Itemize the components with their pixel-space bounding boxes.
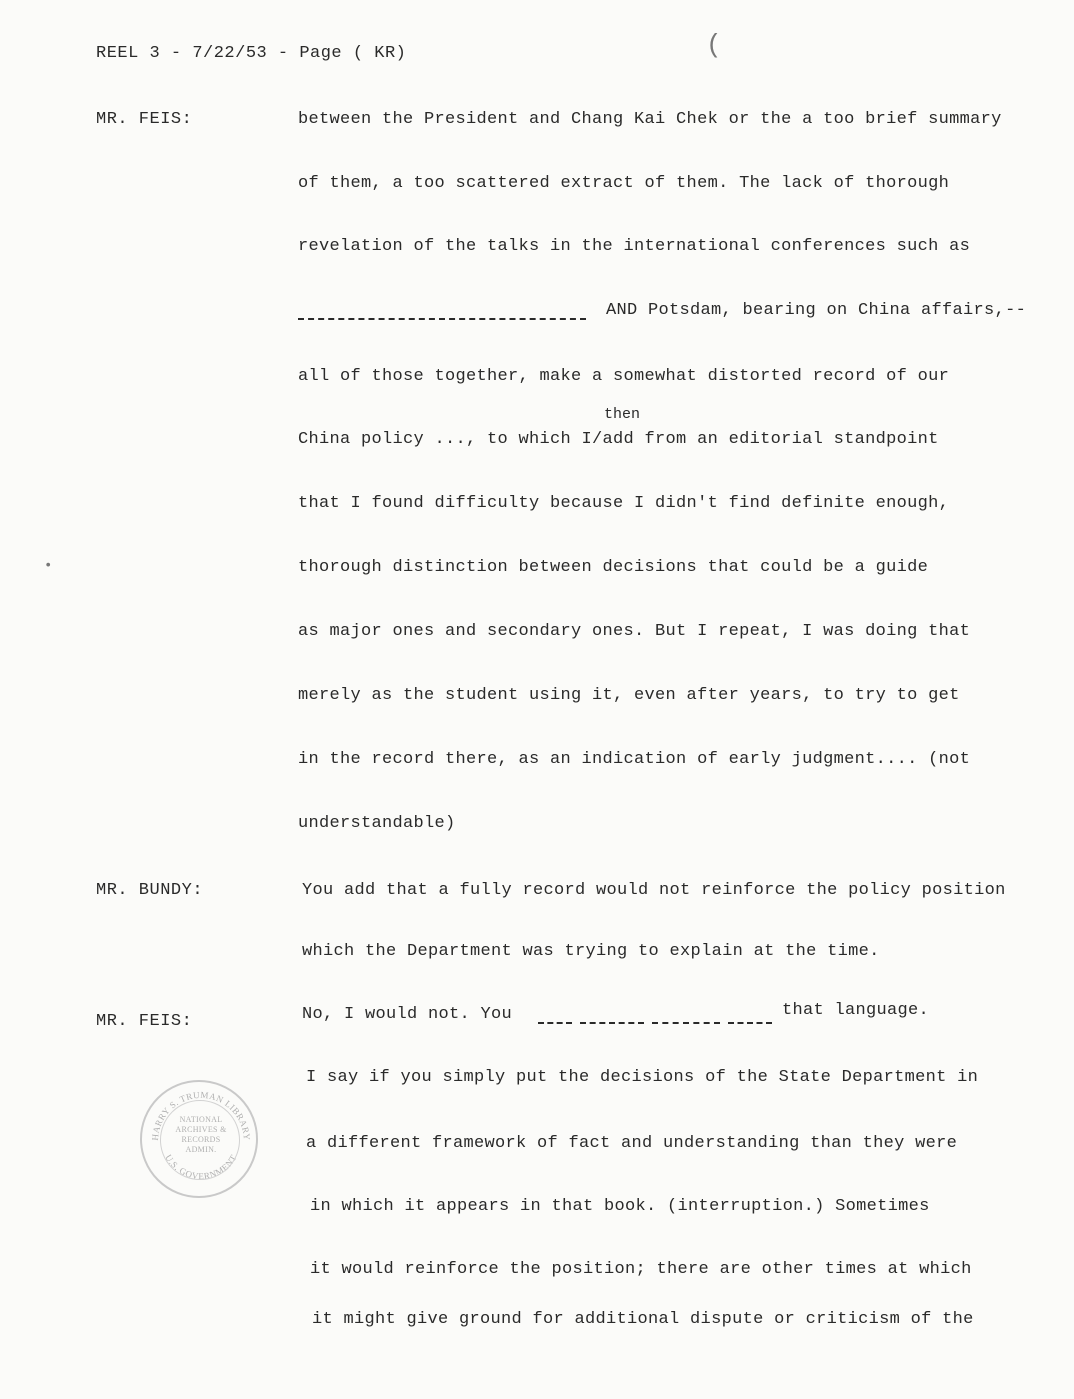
speaker-feis: MR. FEIS: — [96, 1012, 193, 1031]
blank-line — [652, 1022, 720, 1024]
interlinear-insertion: then — [604, 406, 641, 423]
transcript-line: in which it appears in that book. (interruption.) Sometimes — [310, 1197, 930, 1216]
blank-line — [538, 1022, 572, 1024]
stray-mark: ( — [706, 30, 722, 60]
blank-line — [580, 1022, 644, 1024]
stamp-center-text: NATIONAL ARCHIVES & RECORDS ADMIN. — [175, 1115, 227, 1154]
transcript-line: of them, a too scattered extract of them. The lack of thorough — [298, 174, 950, 193]
transcript-line: as major ones and secondary ones. But I repeat, I was doing that — [298, 622, 971, 641]
speaker-feis: MR. FEIS: — [96, 110, 193, 129]
blank-line — [728, 1022, 772, 1024]
transcript-line: thorough distinction between decisions that could be a guide — [298, 558, 929, 577]
speaker-bundy: MR. BUNDY: — [96, 881, 204, 900]
transcript-line: No, I would not. You — [302, 1005, 513, 1024]
transcript-line: all of those together, make a somewhat distorted record of our — [298, 367, 950, 386]
transcript-line: China policy ..., to which I/add from an editorial standpoint — [298, 430, 939, 449]
transcript-line: AND Potsdam, bearing on China affairs,-- — [606, 301, 1027, 320]
transcript-line: I say if you simply put the decisions of the State Department in — [306, 1068, 979, 1087]
library-stamp — [140, 1080, 258, 1198]
stamp-ring-bottom-text: U.S. GOVERNMENT — [163, 1152, 239, 1182]
transcript-line: You add that a fully record would not reinforce the policy position — [302, 881, 1006, 900]
transcript-line: understandable) — [298, 814, 456, 833]
transcript-line: revelation of the talks in the international conferences such as — [298, 237, 971, 256]
blank-line — [298, 318, 586, 320]
transcript-line: between the President and Chang Kai Chek or the a too brief summary — [298, 110, 1002, 129]
transcript-line: merely as the student using it, even after years, to try to get — [298, 686, 960, 705]
stamp-ring-top-text: HARRY S. TRUMAN LIBRARY — [149, 1089, 253, 1141]
transcript-line: that language. — [782, 1001, 930, 1020]
transcript-line: a different framework of fact and understanding than they were — [306, 1134, 958, 1153]
transcript-line: which the Department was trying to explain at the time. — [302, 942, 880, 961]
transcript-line: it would reinforce the position; there are other times at which — [310, 1260, 972, 1279]
transcript-line: that I found difficulty because I didn't find definite enough, — [298, 494, 950, 513]
page-header: REEL 3 - 7/22/53 - Page ( KR) — [96, 44, 407, 63]
margin-dot: • — [44, 558, 53, 574]
transcript-line: it might give ground for additional dispute or criticism of the — [312, 1310, 974, 1329]
transcript-line: in the record there, as an indication of early judgment.... (not — [298, 750, 971, 769]
